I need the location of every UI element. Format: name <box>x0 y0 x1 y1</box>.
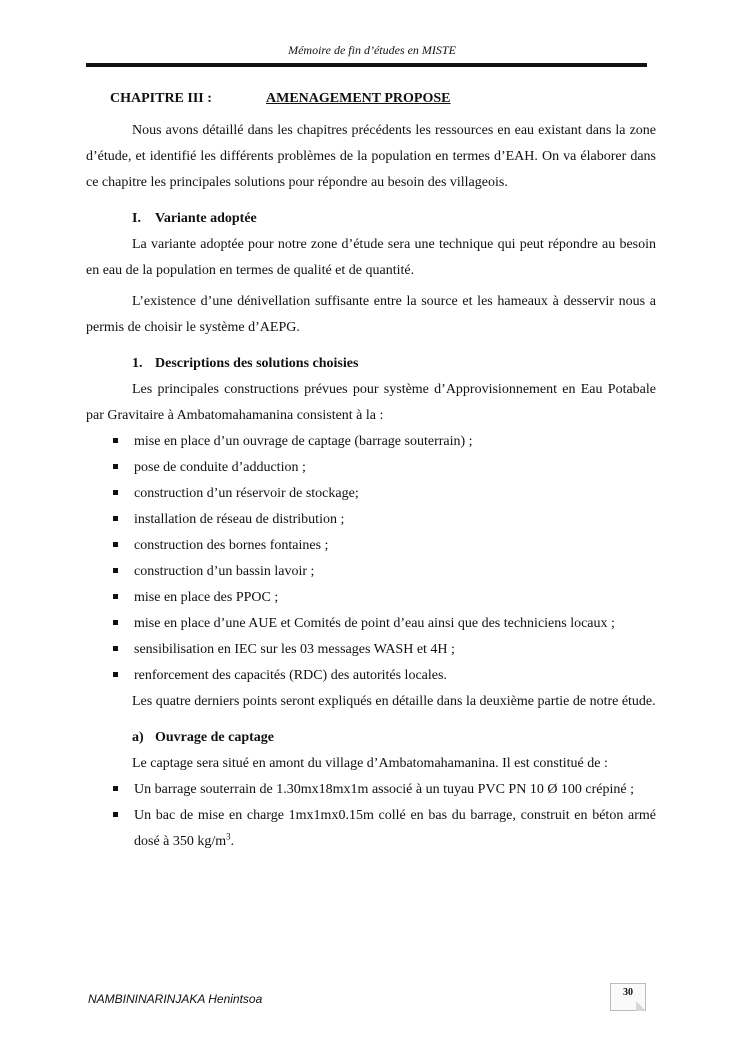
list-item-text: construction des bornes fontaines ; <box>134 538 329 553</box>
solutions-list <box>86 429 656 689</box>
chapter-title: AMENAGEMENT PROPOSE <box>266 91 451 106</box>
list-item-text: renforcement des capacités (RDC) des autorités locales. <box>134 668 447 683</box>
bullet-square-icon <box>113 438 118 443</box>
page-number-box <box>610 983 646 1011</box>
bullet-square-icon <box>113 594 118 599</box>
list-item-text: mise en place d’un ouvrage de captage (barrage souterrain) ; <box>134 434 473 449</box>
list-item-text: Un barrage souterrain de 1.30mx18mx1m associé à un tuyau PVC PN 10 Ø 100 crépiné ; <box>134 782 635 797</box>
paragraph: Le captage sera situé en amont du village d’Ambatomahamanina. Il est constitué de : <box>132 756 608 771</box>
subsection-number: a) <box>132 730 144 745</box>
intro-paragraph: Nous avons détaillé dans les chapitres précédents les ressources en eau existant dans la zone d’étude, et identifié les différents problèmes de la population en termes d’EAH. On va élaborer dans ce chapitre les principales solutions pour répondre au besoin des villageois. <box>86 123 656 190</box>
subsection-title: Ouvrage de captage <box>155 730 274 745</box>
list-item <box>86 455 656 481</box>
list-item-text: pose de conduite d’adduction ; <box>134 460 306 475</box>
section-number: I. <box>132 211 141 226</box>
list-item-text: mise en place des PPOC ; <box>134 590 279 605</box>
list-item <box>86 559 656 585</box>
bullet-square-icon <box>113 490 118 495</box>
list-item-text: construction d’un réservoir de stockage; <box>134 486 359 501</box>
page-body <box>86 86 656 855</box>
list-item-text: construction d’un bassin lavoir ; <box>134 564 315 579</box>
bullet-square-icon <box>113 672 118 677</box>
bullet-square-icon <box>113 786 118 791</box>
list-item <box>86 637 656 663</box>
list-item <box>86 611 656 637</box>
list-item <box>86 481 656 507</box>
paragraph: Les principales constructions prévues pour système d’Approvisionnement en Eau Potabale par Gravitaire à Ambatomahamanina consistent à la : <box>86 382 656 423</box>
section-title: Variante adoptée <box>155 211 257 226</box>
list-item-text: installation de réseau de distribution ; <box>134 512 345 527</box>
list-item <box>86 585 656 611</box>
list-item <box>86 663 656 689</box>
page-number: 30 <box>623 987 633 998</box>
list-item-text: mise en place d’une AUE et Comités de point d’eau ainsi que des techniciens locaux ; <box>134 616 615 631</box>
subsection-heading <box>86 725 656 751</box>
header-rule <box>86 63 647 67</box>
paragraph: La variante adoptée pour notre zone d’étude sera une technique qui peut répondre au besoin en eau de la population en termes de qualité et de quantité. <box>86 237 656 278</box>
bullet-square-icon <box>113 542 118 547</box>
running-header: Mémoire de fin d’études en MISTE <box>288 43 456 57</box>
page-curl-icon <box>636 1001 646 1011</box>
list-item-end: . <box>230 834 235 849</box>
list-item <box>86 777 656 803</box>
bullet-square-icon <box>113 646 118 651</box>
bullet-square-icon <box>113 516 118 521</box>
chapter-number: CHAPITRE III : <box>110 91 212 106</box>
superscript: 3 <box>226 831 231 842</box>
bullet-square-icon <box>113 812 118 817</box>
list-item <box>86 533 656 559</box>
subsection-title: Descriptions des solutions choisies <box>155 356 359 371</box>
paragraph: L’existence d’une dénivellation suffisante entre la source et les hameaux à desservir nous a permis de choisir le système d’AEPG. <box>86 294 656 335</box>
list-item <box>86 803 656 855</box>
section-heading <box>86 206 656 232</box>
list-item <box>86 429 656 455</box>
list-item <box>86 507 656 533</box>
bullet-square-icon <box>113 464 118 469</box>
list-item-text: Un bac de mise en charge 1mx1mx0.15m collé en bas du barrage, construit en béton armé dosé à 350 kg/m <box>134 808 656 849</box>
list-item-text: sensibilisation en IEC sur les 03 messages WASH et 4H ; <box>134 642 455 657</box>
chapter-heading <box>86 86 656 112</box>
footer-author: NAMBININARINJAKA Henintsoa <box>88 992 263 1006</box>
bullet-square-icon <box>113 620 118 625</box>
captage-list <box>86 777 656 855</box>
subsection-number: 1. <box>132 356 143 371</box>
subsection-heading <box>86 351 656 377</box>
bullet-square-icon <box>113 568 118 573</box>
paragraph: Les quatre derniers points seront expliqués en détaille dans la deuxième partie de notre étude. <box>132 694 656 709</box>
